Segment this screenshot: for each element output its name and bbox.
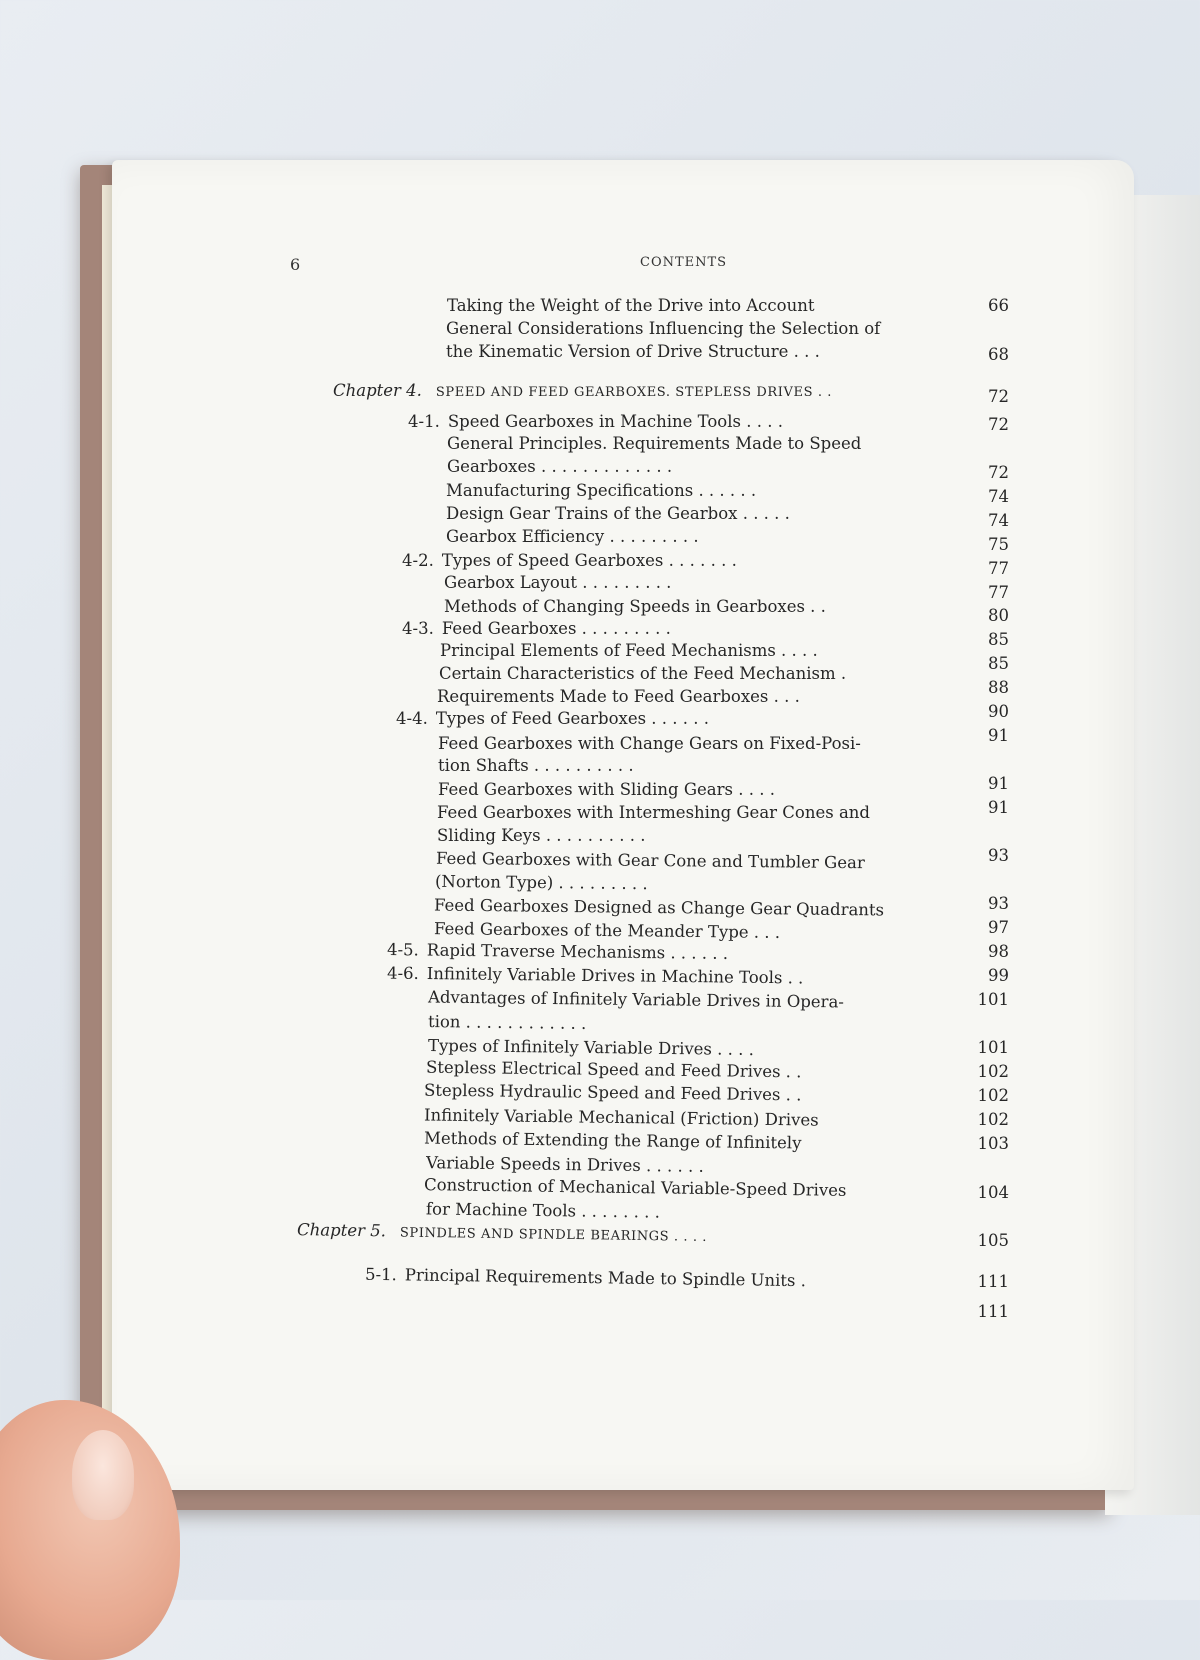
toc-entry-title: Feed Gearboxes with Intermeshing Gear Cones and [437, 803, 870, 822]
section-number: 4-4. [396, 709, 428, 728]
toc-page-number: 77 [988, 583, 1009, 602]
toc-entry-title: Certain Characteristics of the Feed Mechanism . [439, 664, 847, 683]
toc-entry-title: Advantages of Infinitely Variable Drives in Opera- [427, 987, 845, 1012]
toc-entry-title: Feed Gearboxes . . . . . . . . . [441, 619, 671, 638]
toc-entry-title: Variable Speeds in Drives . . . . . . [425, 1153, 704, 1176]
toc-entry [446, 504, 790, 523]
toc-entry-title: tion . . . . . . . . . . . . [427, 1012, 587, 1033]
toc-entry [447, 296, 814, 315]
toc-entry [333, 381, 832, 400]
toc-entry-title: Types of Infinitely Variable Drives . . . . [427, 1035, 755, 1060]
toc-entry [428, 1036, 754, 1059]
toc-entry-title: the Kinematic Version of Drive Structure . . . [446, 342, 820, 361]
toc-page-number: 111 [977, 1272, 1009, 1291]
toc-entry-title: Rapid Traverse Mechanisms . . . . . . [426, 940, 729, 963]
toc-page-number: 103 [977, 1134, 1009, 1153]
toc-entry [437, 803, 870, 822]
toc-entry [438, 734, 861, 753]
toc-entry-title: Gearbox Layout . . . . . . . . . [444, 573, 672, 592]
toc-page-number: 75 [988, 535, 1009, 554]
toc-entry-title: Feed Gearboxes with Change Gears on Fixed-Posi- [438, 734, 861, 753]
toc-entry [438, 780, 775, 799]
toc-entry [428, 1012, 587, 1033]
toc-entry [437, 687, 800, 706]
section-number: 5-1. [364, 1264, 397, 1285]
section-number: 4-5. [386, 940, 419, 960]
toc-entry-title: Feed Gearboxes with Gear Cone and Tumbler Gear [435, 848, 865, 873]
toc-entry-title: Gearbox Efficiency . . . . . . . . . [446, 527, 699, 546]
toc-page-number: 102 [977, 1062, 1009, 1081]
toc-page-number: 93 [988, 894, 1009, 913]
toc-entry-title: Methods of Changing Speeds in Gearboxes . . [444, 597, 826, 616]
toc-page-number: 85 [988, 654, 1009, 673]
section-number: 4-2. [402, 551, 434, 570]
toc-entry [426, 1199, 660, 1221]
toc-entry-title: Gearboxes . . . . . . . . . . . . . [447, 457, 673, 476]
toc-page-number: 105 [977, 1231, 1009, 1250]
toc-entry [424, 1081, 802, 1105]
chapter-title: SPINDLES AND SPINDLE BEARINGS . . . . [399, 1225, 708, 1245]
chapter-label: Chapter 5. [296, 1220, 387, 1241]
page-number: 6 [290, 255, 301, 274]
toc-entry-title: Types of Speed Gearboxes . . . . . . . [441, 551, 737, 570]
toc-entry [402, 619, 671, 638]
toc-page-number: 74 [988, 487, 1009, 506]
toc-page-number: 90 [988, 702, 1009, 721]
toc-entry-title: Taking the Weight of the Drive into Account [447, 296, 815, 315]
toc-entry [424, 1175, 847, 1200]
toc-page-number: 72 [988, 387, 1009, 406]
toc-entry-title: Construction of Mechanical Variable-Speed Drives [423, 1175, 847, 1200]
toc-entry [444, 597, 826, 616]
toc-page-number: 104 [977, 1183, 1009, 1202]
toc-page-number: 74 [988, 511, 1009, 530]
toc-entry [434, 919, 780, 942]
running-title: CONTENTS [640, 255, 728, 270]
toc-entry [365, 1265, 806, 1290]
toc-entry-title: Stepless Hydraulic Speed and Feed Drives . . [423, 1080, 802, 1105]
toc-entry [444, 573, 671, 592]
toc-entry-title: Methods of Extending the Range of Infinitely [423, 1128, 802, 1153]
toc-page-number: 97 [988, 918, 1009, 937]
toc-entry [439, 664, 846, 683]
toc-entry [387, 964, 804, 988]
toc-entry [446, 481, 756, 500]
toc-entry-title: Feed Gearboxes Designed as Change Gear Quadrants [433, 895, 885, 920]
toc-entry [446, 319, 880, 338]
toc-entry [426, 1153, 704, 1176]
toc-page-number: 77 [988, 559, 1009, 578]
toc-page-number: 72 [988, 415, 1009, 434]
toc-page-number: 91 [988, 798, 1009, 817]
toc-page-number: 66 [988, 296, 1009, 315]
toc-page-number: 102 [977, 1086, 1009, 1105]
toc-page-number: 91 [988, 726, 1009, 745]
toc-entry [446, 527, 699, 546]
toc-entry-title: General Principles. Requirements Made to Speed [447, 434, 862, 453]
toc-page-number: 88 [988, 678, 1009, 697]
toc-page-number: 93 [988, 846, 1009, 865]
toc-entry [408, 412, 783, 431]
chapter-label: Chapter 4. [333, 381, 422, 400]
toc-page-number: 91 [988, 774, 1009, 793]
toc-entry [437, 826, 645, 845]
toc-entry [424, 1105, 819, 1129]
toc-entry [446, 342, 820, 361]
toc-entry [387, 940, 728, 963]
chapter-title: SPEED AND FEED GEARBOXES. STEPLESS DRIVES . . [435, 385, 833, 400]
toc-entry [426, 1058, 802, 1082]
toc-entry [447, 434, 861, 453]
toc-entry [435, 872, 648, 893]
toc-page-number: 111 [977, 1302, 1009, 1321]
toc-entry [436, 849, 865, 872]
toc-entry-title: Requirements Made to Feed Gearboxes . . . [437, 687, 800, 706]
toc-entry-title: Principal Requirements Made to Spindle Units . [404, 1265, 807, 1291]
toc-page-number: 98 [988, 942, 1009, 961]
toc-entry-title: Principal Elements of Feed Mechanisms . . . . [440, 641, 818, 660]
toc-page-number: 80 [988, 606, 1009, 625]
toc-entry-title: Sliding Keys . . . . . . . . . . [437, 826, 646, 845]
toc-entry-title: Infinitely Variable Drives in Machine Tools . . [426, 964, 804, 988]
toc-page-number: 72 [988, 463, 1009, 482]
toc-page-number: 101 [977, 990, 1009, 1009]
toc-entry [297, 1220, 707, 1245]
toc-entry-title: Stepless Electrical Speed and Feed Drives . . [425, 1057, 802, 1082]
toc-entry [396, 709, 709, 728]
toc-page-number: 99 [988, 966, 1009, 985]
toc-entry-title: Manufacturing Specifications . . . . . . [446, 481, 757, 500]
toc-page-number: 101 [977, 1038, 1009, 1057]
toc-entry-title: Feed Gearboxes of the Meander Type . . . [433, 919, 781, 942]
section-number: 4-6. [386, 963, 419, 983]
toc-entry-title: tion Shafts . . . . . . . . . . [438, 756, 634, 775]
toc-entry [424, 1129, 802, 1153]
toc-page-number: 68 [988, 345, 1009, 364]
toc-page-number: 102 [977, 1110, 1009, 1129]
section-number: 4-1. [408, 412, 440, 431]
toc-entry-title: Types of Feed Gearboxes . . . . . . [435, 709, 710, 728]
toc-entry [434, 896, 884, 920]
toc-entry-title: General Considerations Influencing the Selection of [446, 319, 881, 338]
toc-entry [440, 641, 818, 660]
toc-entry-title: Feed Gearboxes with Sliding Gears . . . . [438, 780, 775, 799]
section-number: 4-3. [402, 619, 434, 638]
toc-entry [438, 756, 634, 775]
toc-entry [402, 551, 737, 570]
toc-entry-title: for Machine Tools . . . . . . . . [425, 1199, 661, 1222]
toc-entry-title: Design Gear Trains of the Gearbox . . . . . [446, 504, 790, 523]
toc-entry-title: Infinitely Variable Mechanical (Friction) Drives [423, 1105, 819, 1130]
toc-entry [428, 988, 844, 1012]
toc-entry-title: (Norton Type) . . . . . . . . . [434, 871, 648, 894]
toc-page-number: 85 [988, 630, 1009, 649]
toc-entry-title: Speed Gearboxes in Machine Tools . . . . [447, 412, 783, 431]
thumbnail [72, 1430, 134, 1520]
toc-entry [447, 457, 672, 476]
